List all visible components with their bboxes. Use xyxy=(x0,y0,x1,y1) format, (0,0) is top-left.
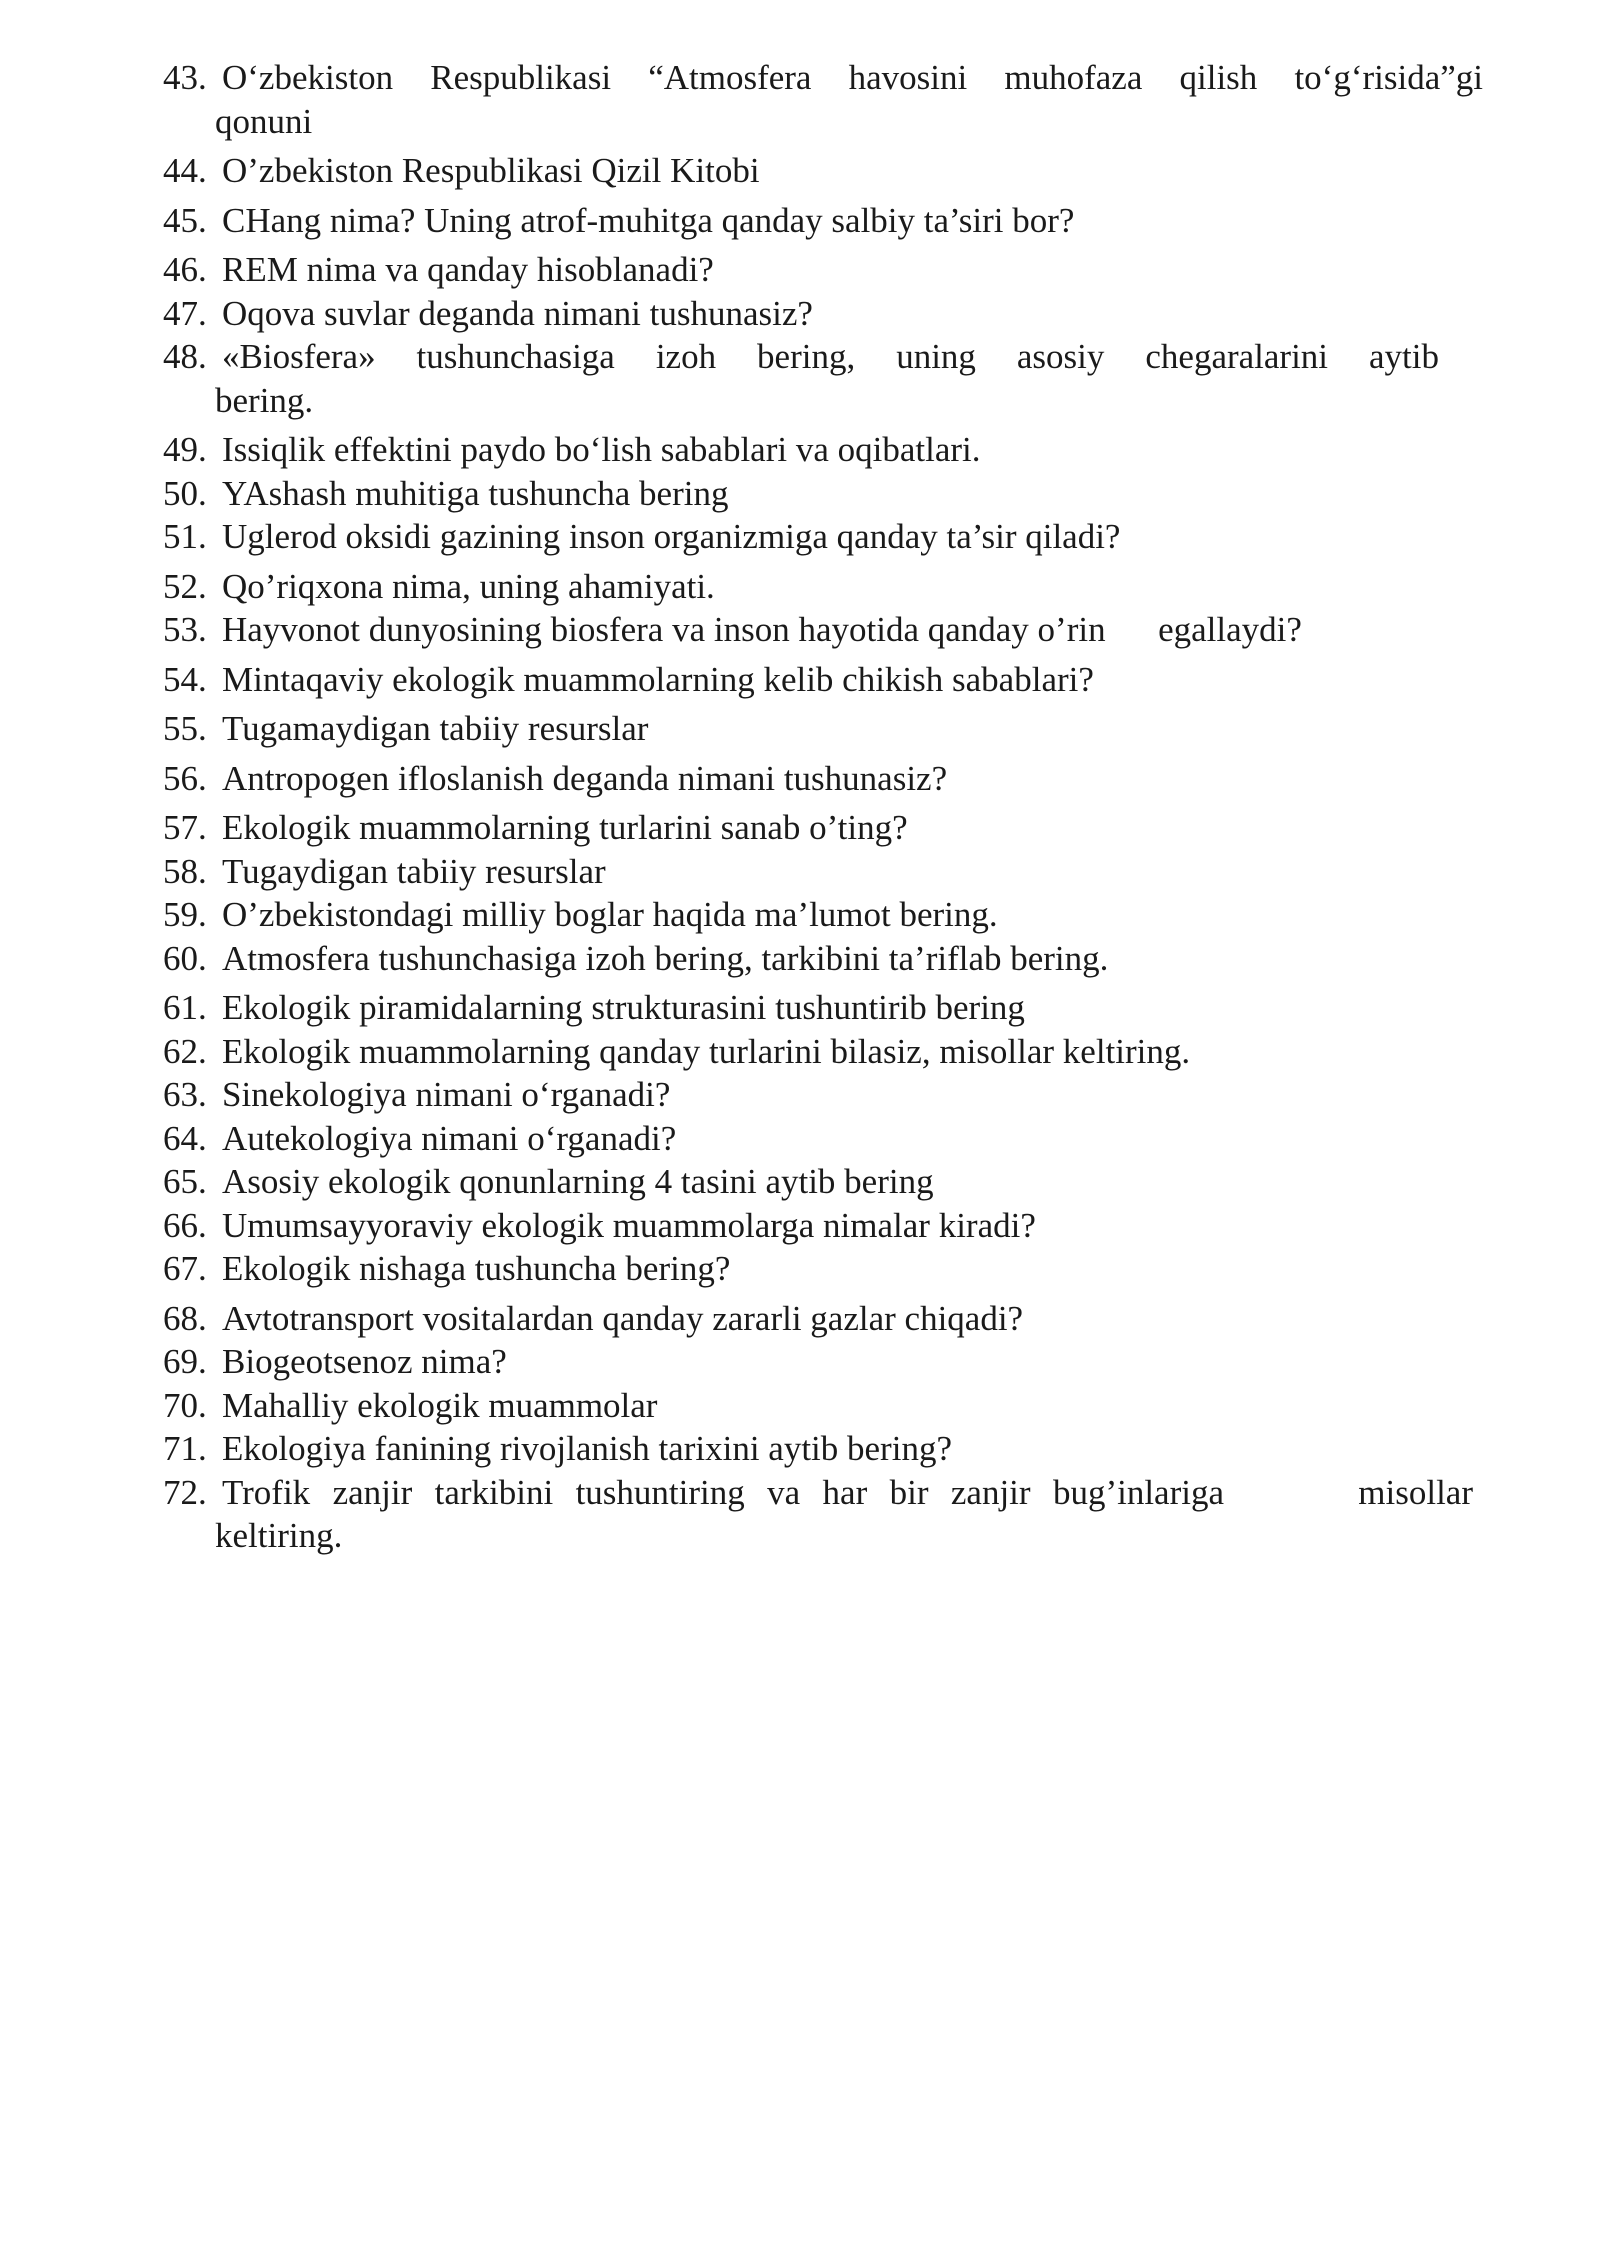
question-text xyxy=(215,1471,1483,1558)
question-number: 64. xyxy=(163,1118,207,1158)
question-item-49 xyxy=(163,428,1483,472)
question-item-47 xyxy=(163,292,1483,336)
question-text: O’zbekistondagi milliy boglar haqida ma’lumot bering. xyxy=(222,895,998,934)
question-number: 72. xyxy=(163,1472,207,1512)
question-text-line: O‘zbekiston Respublikasi “Atmosfera havosini muhofaza qilish to‘g‘risida”gi xyxy=(222,58,1483,97)
question-text: Avtotransport vositalardan qanday zararli gazlar chiqadi? xyxy=(222,1298,1024,1338)
question-item-45 xyxy=(163,199,1483,243)
question-text-continuation: qonuni xyxy=(215,101,313,141)
question-item-71 xyxy=(163,1427,1483,1471)
question-text: Autekologiya nimani o‘rganadi? xyxy=(222,1118,677,1158)
question-number: 70. xyxy=(163,1385,207,1425)
question-text: Ekologiya fanining rivojlanish tarixini aytib bering? xyxy=(222,1429,952,1468)
question-number: 53. xyxy=(163,610,207,649)
question-text: Antropogen ifloslanish deganda nimani tushunasiz? xyxy=(222,758,948,798)
question-number: 45. xyxy=(163,200,207,240)
question-number: 68. xyxy=(163,1298,207,1338)
question-number: 61. xyxy=(163,988,207,1027)
question-number: 62. xyxy=(163,1031,207,1071)
question-number: 58. xyxy=(163,851,207,891)
question-item-67 xyxy=(163,1247,1483,1291)
question-text: REM nima va qanday hisoblanadi? xyxy=(222,250,714,289)
question-item-62 xyxy=(163,1030,1483,1074)
question-item-60 xyxy=(163,937,1483,981)
question-item-65 xyxy=(163,1160,1483,1204)
question-number: 60. xyxy=(163,938,207,978)
question-item-58 xyxy=(163,850,1483,894)
question-item-66 xyxy=(163,1204,1483,1248)
question-text: Issiqlik effektini paydo bo‘lish sabablari va oqibatlari. xyxy=(222,430,981,469)
question-item-44 xyxy=(163,149,1483,193)
question-item-51 xyxy=(163,515,1483,559)
question-text: CHang nima? Uning atrof-muhitga qanday salbiy ta’siri bor? xyxy=(222,200,1075,240)
question-number: 54. xyxy=(163,659,207,699)
question-text: Tugamaydigan tabiiy resurslar xyxy=(222,709,649,748)
question-text xyxy=(215,56,1483,143)
question-number: 49. xyxy=(163,430,207,469)
question-text-line: «Biosfera» tushunchasiga izoh bering, uning asosiy chegaralarini aytib xyxy=(222,337,1439,376)
question-number: 52. xyxy=(163,566,207,606)
question-text: Atmosfera tushunchasiga izoh bering, tarkibini ta’riflab bering. xyxy=(222,938,1109,978)
question-text-line: Trofik zanjir tarkibini tushuntiring va har bir zanjir bug’inlariga misollar xyxy=(222,1472,1473,1512)
question-number: 57. xyxy=(163,808,207,847)
question-number: 44. xyxy=(163,151,207,190)
question-text: Asosiy ekologik qonunlarning 4 tasini aytib bering xyxy=(222,1162,934,1201)
question-item-72 xyxy=(163,1471,1483,1558)
question-text-continuation: bering. xyxy=(215,380,314,420)
question-list xyxy=(163,56,1483,1564)
question-text: Ekologik muammolarning turlarini sanab o’ting? xyxy=(222,808,908,847)
question-number: 67. xyxy=(163,1249,207,1288)
question-item-55 xyxy=(163,707,1483,751)
question-item-69 xyxy=(163,1340,1483,1384)
question-text: YAshash muhitiga tushuncha bering xyxy=(222,473,729,513)
question-item-63 xyxy=(163,1073,1483,1117)
question-text: Ekologik muammolarning qanday turlarini bilasiz, misollar keltiring. xyxy=(222,1031,1191,1071)
question-item-56 xyxy=(163,757,1483,801)
question-text: Oqova suvlar deganda nimani tushunasiz? xyxy=(222,293,813,333)
question-text: Sinekologiya nimani o‘rganadi? xyxy=(222,1075,671,1114)
question-item-50 xyxy=(163,472,1483,516)
question-number: 65. xyxy=(163,1162,207,1201)
question-number: 59. xyxy=(163,895,207,934)
question-number: 63. xyxy=(163,1075,207,1114)
question-text-continuation: keltiring. xyxy=(215,1516,343,1555)
question-text: Ekologik nishaga tushuncha bering? xyxy=(222,1249,731,1288)
question-text: Qo’riqxona nima, uning ahamiyati. xyxy=(222,566,715,606)
question-item-64 xyxy=(163,1117,1483,1161)
question-number: 66. xyxy=(163,1205,207,1245)
question-item-61 xyxy=(163,986,1483,1030)
question-text: Tugaydigan tabiiy resurslar xyxy=(222,851,606,891)
question-number: 51. xyxy=(163,517,207,556)
question-text: Umumsayyoraviy ekologik muammolarga nimalar kiradi? xyxy=(222,1205,1036,1245)
question-item-68 xyxy=(163,1297,1483,1341)
question-item-48 xyxy=(163,335,1483,422)
question-item-57 xyxy=(163,806,1483,850)
question-text xyxy=(215,335,1483,422)
question-item-54 xyxy=(163,658,1483,702)
question-number: 47. xyxy=(163,293,207,333)
question-text: Ekologik piramidalarning strukturasini tushuntirib bering xyxy=(222,988,1025,1027)
question-text: Mintaqaviy ekologik muammolarning kelib chikish sabablari? xyxy=(222,659,1094,699)
question-item-43 xyxy=(163,56,1483,143)
question-item-46 xyxy=(163,248,1483,292)
question-text: Mahalliy ekologik muammolar xyxy=(222,1385,658,1425)
question-number: 50. xyxy=(163,473,207,513)
question-item-52 xyxy=(163,565,1483,609)
question-text: Biogeotsenoz nima? xyxy=(222,1342,507,1381)
question-item-70 xyxy=(163,1384,1483,1428)
question-text: O’zbekiston Respublikasi Qizil Kitobi xyxy=(222,151,760,190)
question-number: 69. xyxy=(163,1342,207,1381)
question-item-53 xyxy=(163,608,1483,652)
question-text: Uglerod oksidi gazining inson organizmiga qanday ta’sir qiladi? xyxy=(222,517,1121,556)
question-number: 43. xyxy=(163,58,207,97)
question-number: 48. xyxy=(163,337,207,376)
question-number: 56. xyxy=(163,758,207,798)
question-number: 46. xyxy=(163,250,207,289)
question-item-59 xyxy=(163,893,1483,937)
question-text: Hayvonot dunyosining biosfera va inson hayotida qanday o’rin egallaydi? xyxy=(222,610,1302,649)
question-number: 71. xyxy=(163,1429,207,1468)
question-number: 55. xyxy=(163,709,207,748)
